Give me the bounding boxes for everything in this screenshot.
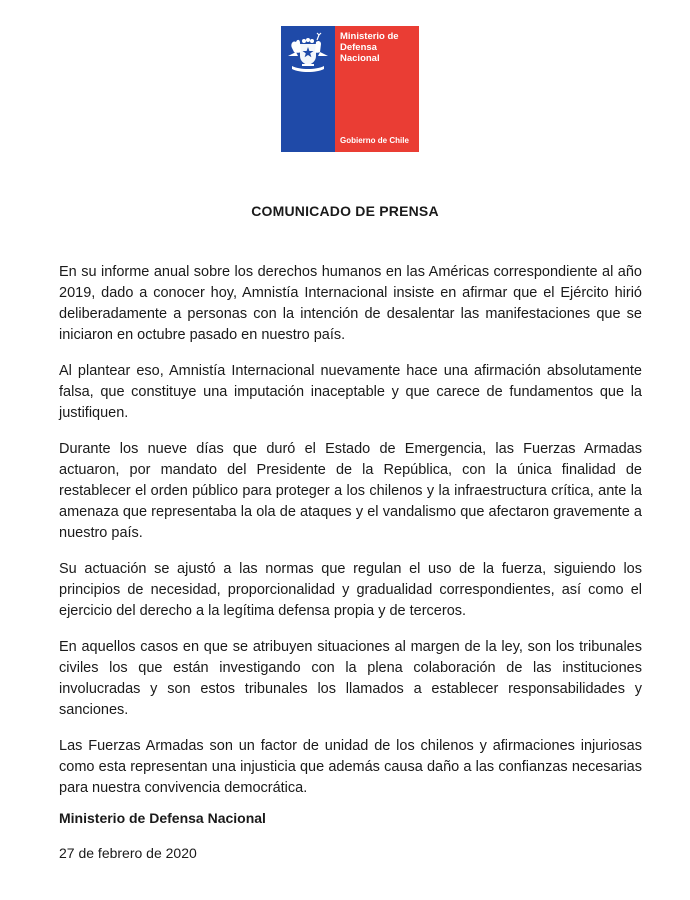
- chile-coat-of-arms-icon: [284, 30, 332, 78]
- logo-gov-name: Gobierno de Chile: [340, 136, 409, 145]
- press-release-title: COMUNICADO DE PRENSA: [251, 203, 439, 219]
- logo-blue-panel: [281, 26, 335, 89]
- logo-blue-lower: [281, 89, 335, 152]
- paragraph-6: Las Fuerzas Armadas son un factor de unidad de los chilenos y afirmaciones injuriosas como esta representan una injusticia que además causa daño a las confianzas necesarias para nuestra convivencia democrática.: [59, 738, 642, 796]
- paragraph-4: Su actuación se ajustó a las normas que regulan el uso de la fuerza, siguiendo los principios de necesidad, proporcionalidad y gradualidad correspondientes, así como el ejercicio del derecho a la legítima defensa propia y de terceros.: [59, 561, 642, 619]
- signature: Ministerio de Defensa Nacional: [59, 810, 266, 826]
- paragraph-1: En su informe anual sobre los derechos humanos en las Américas correspondiente al año 2019, dado a conocer hoy, Amnistía Internacional insiste en afirmar que el Ejército hirió deliberadamente a personas con la intención de desalentar las manifestaciones que se iniciaron en octubre pasado en nuestro país.: [59, 264, 642, 343]
- release-date: 27 de febrero de 2020: [59, 845, 197, 861]
- paragraph-2: Al plantear eso, Amnistía Internacional nuevamente hace una afirmación absolutamente falsa, que constituye una imputación inaceptable y que carece de fundamentos que la justifiquen.: [59, 363, 642, 421]
- ministry-logo: [281, 26, 419, 152]
- logo-blue-column: [281, 26, 335, 152]
- press-release-body: [59, 262, 642, 814]
- logo-org-name: Ministerio de Defensa Nacional: [340, 31, 399, 64]
- paragraph-5: En aquellos casos en que se atribuyen situaciones al margen de la ley, son los tribunales civiles los que están investigando con la plena colaboración de las instituciones involucradas y son estos tribunales los llamados a establecer responsabilidades y sanciones.: [59, 639, 642, 718]
- paragraph-3: Durante los nueve días que duró el Estado de Emergencia, las Fuerzas Armadas actuaron, por mandato del Presidente de la República, con la única finalidad de restablecer el orden público para proteger a los chilenos y la infraestructura crítica, ante la amenaza que representaba la ola de ataques y el vandalismo que afectaron gravemente a nuestro país.: [59, 441, 642, 541]
- logo-red-panel: [335, 26, 419, 152]
